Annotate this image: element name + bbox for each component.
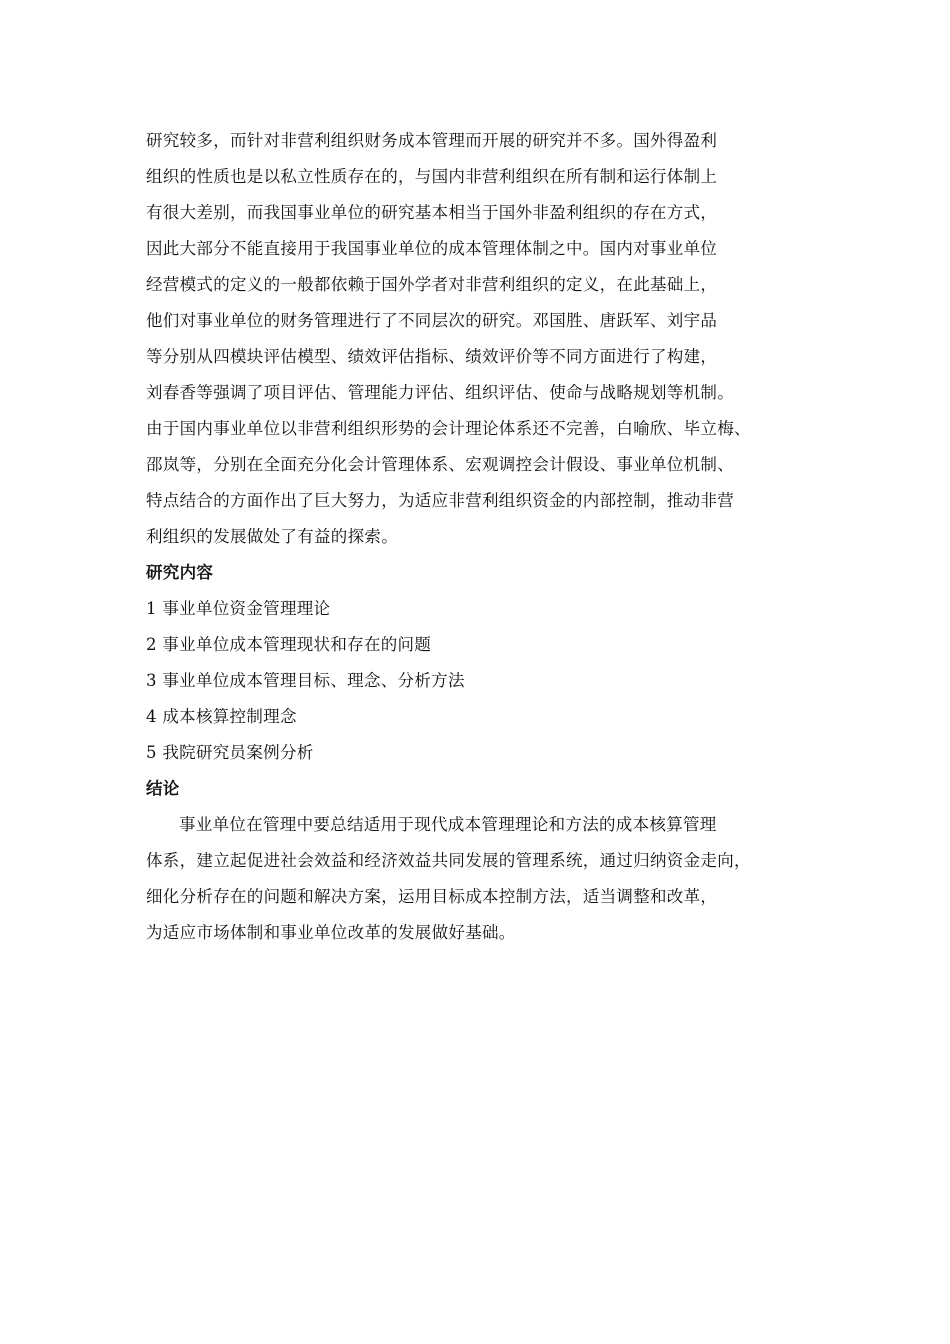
paragraph-line: 利组织的发展做处了有益的探索。 xyxy=(146,527,398,546)
paragraph-line: 等分别从四模块评估模型、绩效评估指标、绩效评价等不同方面进行了构建， xyxy=(146,347,718,366)
document-page xyxy=(146,123,826,951)
paragraph-line: 刘春香等强调了项目评估、管理能力评估、组织评估、使命与战略规划等机制。 xyxy=(146,383,734,402)
paragraph-line: 他们对事业单位的财务管理进行了不同层次的研究。邓国胜、唐跃军、刘宇品 xyxy=(146,311,718,330)
section-heading-conclusion: 结论 xyxy=(146,779,180,798)
list-item: 2 事业单位成本管理现状和存在的问题 xyxy=(146,635,432,654)
conclusion-paragraph xyxy=(146,807,826,951)
paragraph-line: 研究较多，而针对非营利组织财务成本管理而开展的研究并不多。国外得盈利 xyxy=(146,131,718,150)
section-heading-research-content: 研究内容 xyxy=(146,563,214,582)
paragraph-line: 为适应市场体制和事业单位改革的发展做好基础。 xyxy=(146,923,516,942)
paragraph-line: 有很大差别，而我国事业单位的研究基本相当于国外非盈利组织的存在方式， xyxy=(146,203,718,222)
paragraph-line: 因此大部分不能直接用于我国事业单位的成本管理体制之中。国内对事业单位 xyxy=(146,239,718,258)
list-item: 1 事业单位资金管理理论 xyxy=(146,599,331,618)
intro-paragraph xyxy=(146,123,826,555)
list-item: 4 成本核算控制理念 xyxy=(146,707,297,726)
paragraph-line: 特点结合的方面作出了巨大努力，为适应非营利组织资金的内部控制，推动非营 xyxy=(146,491,734,510)
paragraph-line: 经营模式的定义的一般都依赖于国外学者对非营利组织的定义，在此基础上， xyxy=(146,275,718,294)
list-item: 3 事业单位成本管理目标、理念、分析方法 xyxy=(146,671,465,690)
paragraph-line: 体系，建立起促进社会效益和经济效益共同发展的管理系统，通过归纳资金走向， xyxy=(146,851,751,870)
paragraph-line: 细化分析存在的问题和解决方案，运用目标成本控制方法，适当调整和改革， xyxy=(146,887,718,906)
paragraph-line: 组织的性质也是以私立性质存在的，与国内非营利组织在所有制和运行体制上 xyxy=(146,167,718,186)
paragraph-line: 事业单位在管理中要总结适用于现代成本管理理论和方法的成本核算管理 xyxy=(179,815,717,834)
list-item: 5 我院研究员案例分析 xyxy=(146,743,314,762)
paragraph-line: 邵岚等，分别在全面充分化会计管理体系、宏观调控会计假设、事业单位机制、 xyxy=(146,455,734,474)
paragraph-line: 由于国内事业单位以非营利组织形势的会计理论体系还不完善，白喻欣、毕立梅、 xyxy=(146,419,751,438)
research-content-list xyxy=(146,591,826,771)
